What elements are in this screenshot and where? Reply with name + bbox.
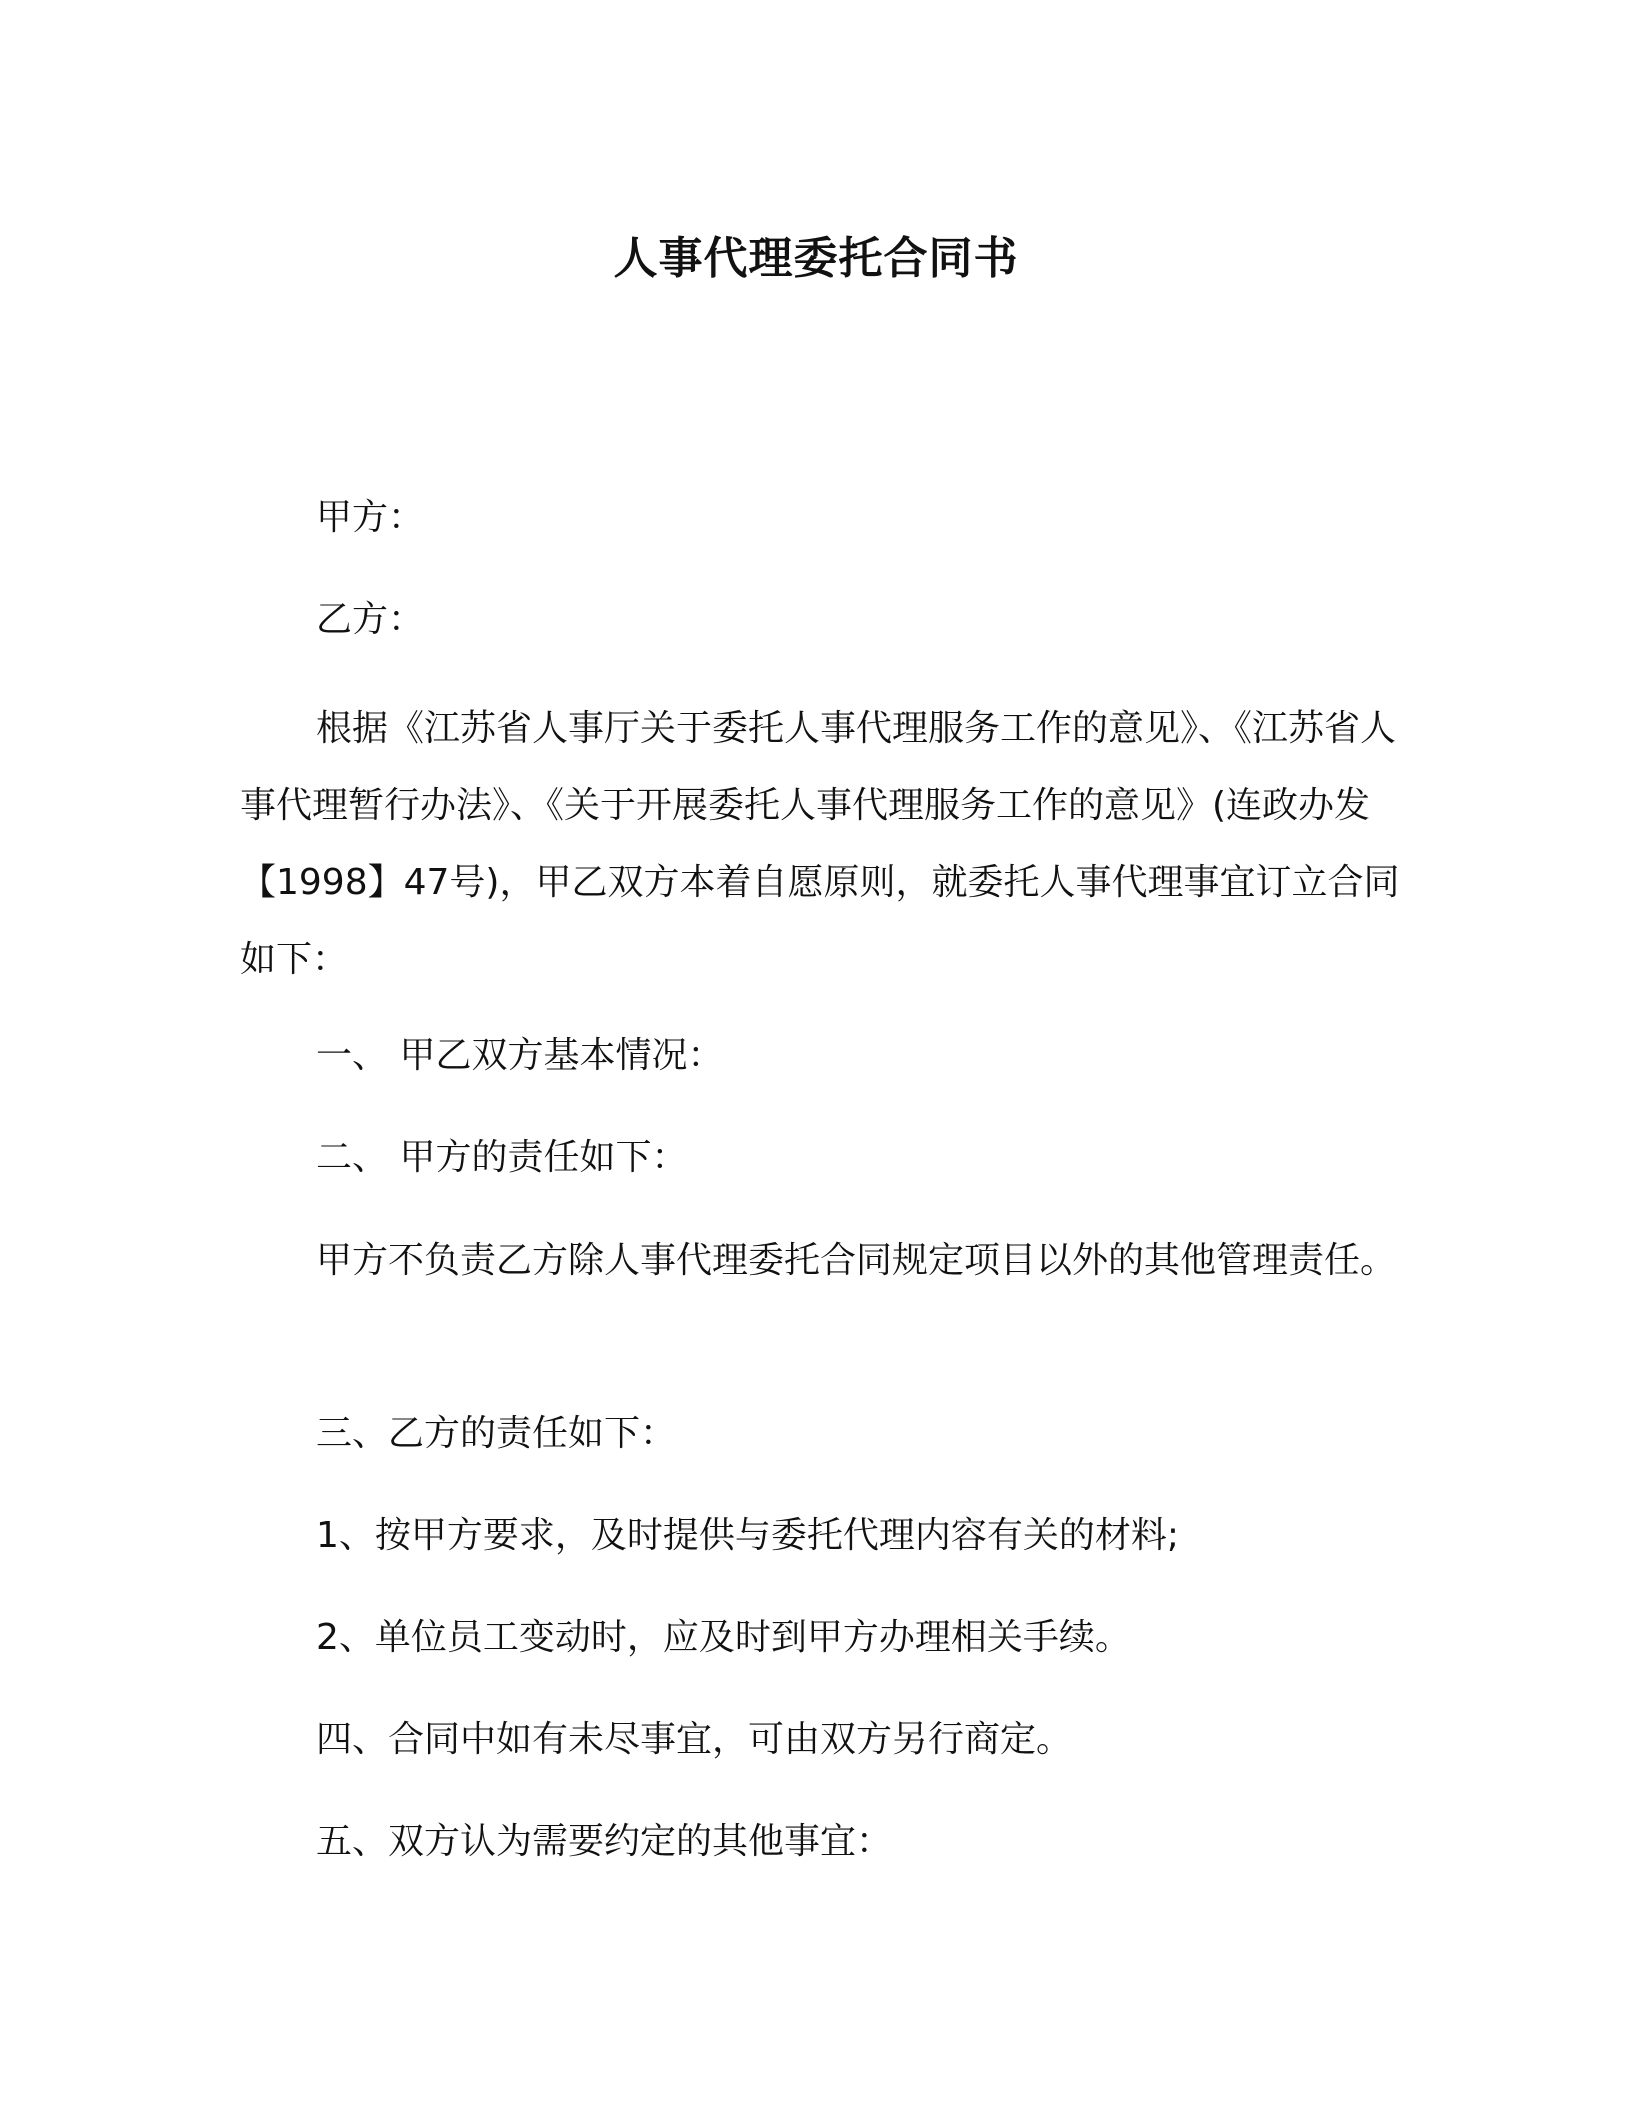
section-3-heading: 三、乙方的责任如下： bbox=[316, 1413, 677, 1454]
section-2-heading: 二、 甲方的责任如下： bbox=[316, 1137, 688, 1178]
section-1-heading: 一、 甲乙双方基本情况： bbox=[316, 1035, 724, 1076]
section-2-paragraph: 甲方不负责乙方除人事代理委托合同规定项目以外的其他管理责任。 bbox=[316, 1240, 1397, 1281]
document-title: 人事代理委托合同书 bbox=[613, 233, 1019, 284]
section-4-paragraph: 四、合同中如有未尽事宜，可由双方另行商定。 bbox=[316, 1719, 1073, 1760]
intro-paragraph: 根据《江苏省人事厅关于委托人事代理服务工作的意见》、《江苏省人事代理暂行办法》、《关于开展委托人事代理服务工作的意见》(连政办发【1998】47号)，甲乙双方本着自愿原则，就委托人事代理事宜订立合同如下： bbox=[240, 708, 1400, 980]
party-a-label: 甲方： bbox=[316, 497, 425, 538]
list-item: 1、按甲方要求，及时提供与委托代理内容有关的材料; bbox=[316, 1515, 1180, 1556]
list-item: 2、单位员工变动时，应及时到甲方办理相关手续。 bbox=[316, 1617, 1131, 1658]
party-b-label: 乙方： bbox=[316, 599, 425, 640]
section-5-heading: 五、双方认为需要约定的其他事宜： bbox=[316, 1821, 893, 1862]
